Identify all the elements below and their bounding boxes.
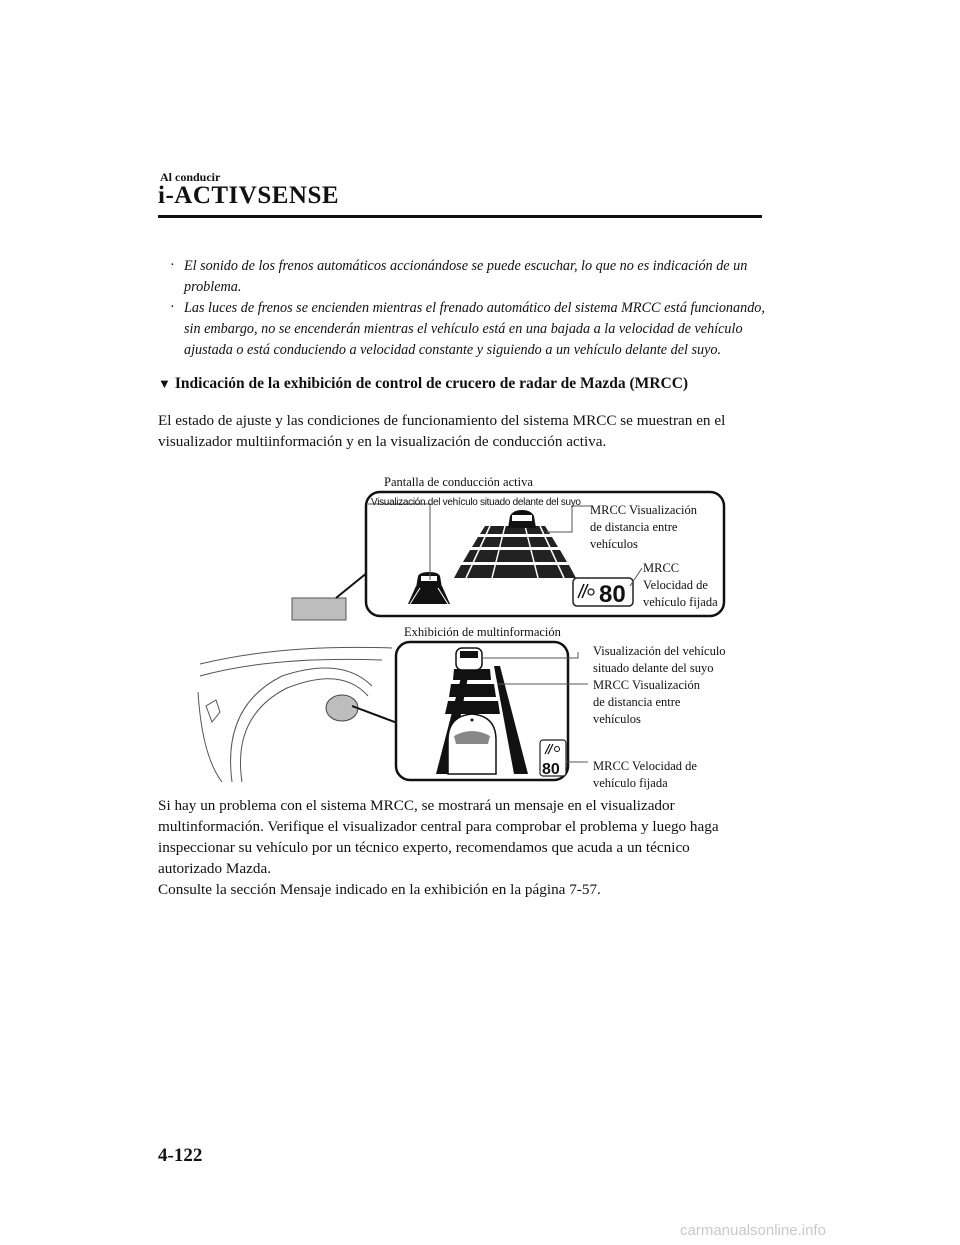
label-line: Velocidad de xyxy=(643,578,708,592)
page-title: i-ACTIVSENSE xyxy=(158,182,340,209)
multi-speed-value: 80 xyxy=(542,761,560,778)
multi-speed-label xyxy=(593,758,697,792)
label-line: Visualización del vehículo xyxy=(593,644,726,658)
multi-vehicle-ahead-label xyxy=(593,643,726,677)
label-line: MRCC xyxy=(643,561,680,575)
multi-vehicle-ahead-icon xyxy=(456,648,482,670)
label-line: situado delante del suyo xyxy=(593,661,714,675)
dashboard-outline xyxy=(198,647,392,782)
subsection-title: Indicación de la exhibición de control de crucero de radar de Mazda (MRCC) xyxy=(174,375,689,392)
watermark: carmanualsonline.info xyxy=(680,1222,826,1239)
multi-display-illustration xyxy=(192,636,592,784)
hud-speed-value: 80 xyxy=(599,581,626,608)
note-text-2: Las luces de frenos se encienden mientras el frenado automático del sistema MRCC está funcionando, sin embargo, no se encenderán mientras el vehículo está en una bajada a la velocidad de vehículo ajustada o está conduciendo a velocidad constante y siguiendo a un vehículo delante del suyo. xyxy=(184,300,765,358)
hud-distance-label xyxy=(590,502,697,553)
subsection-heading xyxy=(158,375,688,393)
cluster-marker xyxy=(326,695,358,721)
title-divider xyxy=(158,215,762,218)
hud-vehicle-ahead-label: Visualización del vehículo situado delante del suyo xyxy=(371,497,581,508)
multi-distance-label xyxy=(593,677,700,728)
section-label: Al conducir xyxy=(160,170,221,184)
multi-own-vehicle-icon xyxy=(448,714,496,774)
label-line: de distancia entre xyxy=(590,520,678,534)
bullet-icon: · xyxy=(170,257,175,273)
body-line: Si hay un problema con el sistema MRCC, se mostrará un mensaje en el visualizador xyxy=(158,797,675,814)
hud-speed-label xyxy=(643,560,718,611)
body-line: inspeccionar su vehículo por un técnico experto, recomendamos que acuda a un técnico xyxy=(158,839,690,856)
label-line: MRCC Visualización xyxy=(590,503,698,517)
page-reference: Consulte la sección Mensaje indicado en la exhibición en la página 7-57. xyxy=(158,881,601,898)
label-line: vehículos xyxy=(590,537,638,551)
intro-paragraph: El estado de ajuste y las condiciones de funcionamiento del sistema MRCC se muestran en el visualizador multiinformación y en la visualización de conducción activa. xyxy=(158,412,726,450)
body-line: autorizado Mazda. xyxy=(158,860,272,877)
active-display-caption: Pantalla de conducción activa xyxy=(384,475,533,489)
note-item-2 xyxy=(160,298,770,361)
label-line: MRCC Velocidad de xyxy=(593,759,697,773)
label-line: vehículo fijada xyxy=(593,776,668,790)
note-text-1: El sonido de los frenos automáticos accionándose se puede escuchar, lo que no es indicación de un problema. xyxy=(184,258,748,295)
note-item-1 xyxy=(160,256,770,298)
label-line: de distancia entre xyxy=(593,695,681,709)
triangle-marker-icon: ▼ xyxy=(158,376,171,391)
callout-line xyxy=(336,572,368,598)
page-number: 4-122 xyxy=(158,1145,203,1166)
callout-line xyxy=(352,706,400,724)
multi-display-caption: Exhibición de multinformación xyxy=(404,625,561,639)
body-paragraph xyxy=(158,795,768,900)
label-line: MRCC Visualización xyxy=(593,678,701,692)
bullet-icon: · xyxy=(170,299,175,315)
label-line: vehículo fijada xyxy=(643,595,718,609)
body-line: multinformación. Verifique el visualizador central para comprobar el problema y luego haga xyxy=(158,818,719,835)
label-line: vehículos xyxy=(593,712,641,726)
windshield-marker xyxy=(292,598,346,620)
